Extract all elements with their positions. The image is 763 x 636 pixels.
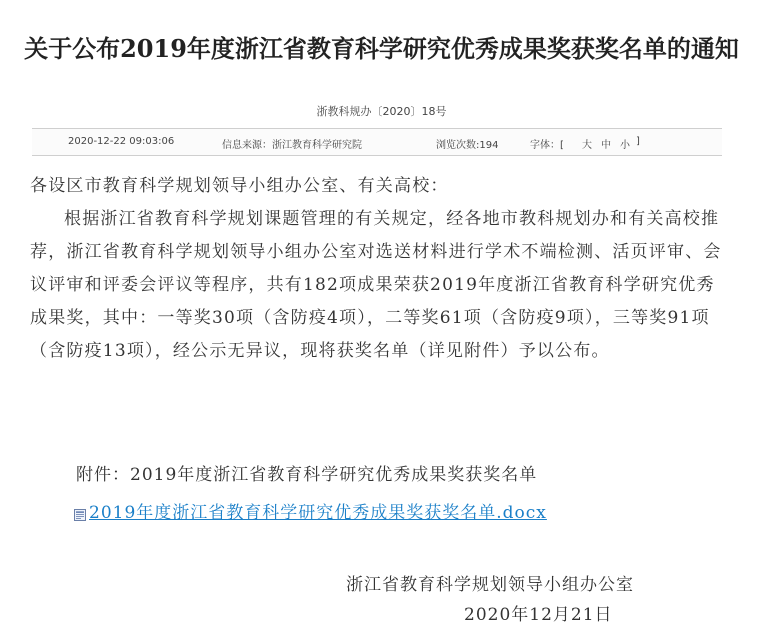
attachment-download-link[interactable]: 2019年度浙江省教育科学研究优秀成果奖获奖名单.docx xyxy=(89,503,547,523)
main-paragraph: 根据浙江省教育科学规划课题管理的有关规定，经各地市教科规划办和有关高校推荐，浙江省教育科学规划领导小组办公室对选送材料进行学术不端检测、活页评审、会议评审和评委会评议等程序，共有182项成果荣获2019年度浙江省教育科学研究优秀成果奖，其中：一等奖30项（含防疫4项），二等奖61项（含防疫9项），三等奖91项（含防疫13项），经公示无异议，现将获奖名单（详见附件）予以公布。 xyxy=(30,209,722,361)
article-meta-bar xyxy=(32,128,722,156)
publish-date: 2020-12-22 09:03:06 xyxy=(68,136,175,147)
font-size-small-button[interactable]: 小 xyxy=(620,140,630,151)
font-size-medium-button[interactable]: 中 xyxy=(601,140,611,151)
document-number: 浙教科规办〔2020〕18号 xyxy=(316,105,447,118)
sign-date: 2020年12月21日 xyxy=(464,605,613,625)
attachment-file-row xyxy=(74,498,547,523)
salutation: 各设区市教育科学规划领导小组办公室、有关高校： xyxy=(30,176,449,196)
attachment-label: 附件：2019年度浙江省教育科学研究优秀成果奖获奖名单 xyxy=(76,465,538,485)
font-size-label: 字体：[ xyxy=(530,140,564,151)
info-source: 信息来源：浙江教育科学研究院 xyxy=(222,140,362,151)
article-body xyxy=(30,170,730,368)
page-title: 关于公布2019年度浙江省教育科学研究优秀成果奖获奖名单的通知 xyxy=(24,34,739,63)
font-size-large-button[interactable]: 大 xyxy=(582,140,592,151)
signer: 浙江省教育科学规划领导小组办公室 xyxy=(346,575,634,595)
view-count: 浏览次数:194 xyxy=(436,140,499,151)
font-size-bracket-close: ] xyxy=(636,136,640,147)
document-icon xyxy=(74,506,86,518)
